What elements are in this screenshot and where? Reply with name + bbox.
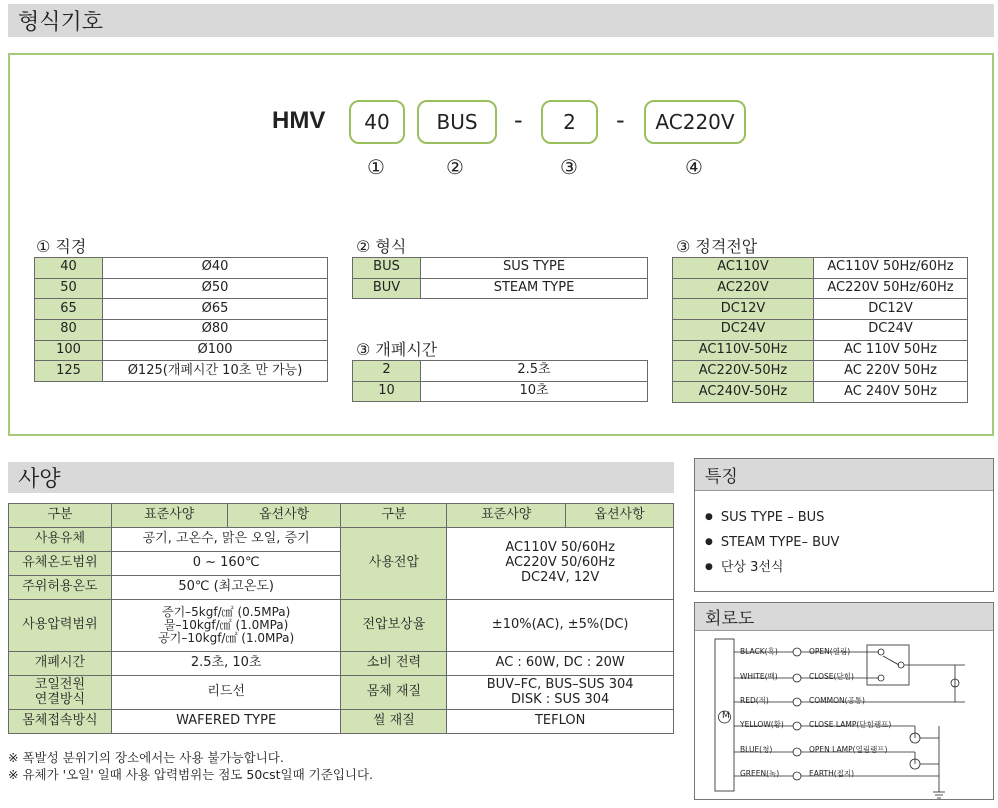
table-row <box>9 652 674 676</box>
voltage-code: DC24V <box>673 320 814 341</box>
terminal <box>793 722 801 730</box>
spec-label: 전압보상율 <box>341 600 447 652</box>
separator-dash: - <box>616 106 625 134</box>
spec-value <box>111 600 341 652</box>
separator-dash: - <box>514 106 523 134</box>
motor-label: M <box>722 711 730 721</box>
signal-label: EARTH(접지) <box>809 769 855 778</box>
table-row <box>35 258 328 279</box>
voltage-code: AC220V-50Hz <box>673 361 814 382</box>
model-code-section-title <box>8 4 994 37</box>
wire-label: BLACK(흑) <box>740 647 778 656</box>
spec-value: 50℃ (최고온도) <box>111 576 341 600</box>
type-table <box>352 257 648 299</box>
spec-label: 소비 전력 <box>341 652 447 676</box>
signal-label: CLOSE LAMP(닫힘램프) <box>809 720 892 729</box>
spec-label: 사용유체 <box>9 528 112 552</box>
type-code: BUS <box>353 258 421 279</box>
terminal <box>793 748 801 756</box>
spec-value-line: 물–10kgf/㎠ (1.0MPa) <box>163 617 289 632</box>
diameter-code: 40 <box>35 258 103 279</box>
voltage-code: DC12V <box>673 299 814 320</box>
type-value: STEAM TYPE <box>421 278 648 299</box>
table-row <box>673 382 968 403</box>
table-row <box>673 361 968 382</box>
spec-value-line: BUV–FC, BUS–SUS 304 <box>486 676 634 692</box>
spec-value: TEFLON <box>447 710 674 734</box>
type-title: ② 형식 <box>356 237 407 256</box>
table-row <box>35 340 328 361</box>
list-item: ● STEAM TYPE– BUV <box>705 530 993 555</box>
circuit-title: 회로도 <box>695 603 993 631</box>
spec-label: 사용전압 <box>341 528 447 600</box>
voltage-title: ③ 정격전압 <box>676 237 758 256</box>
spec-table <box>8 503 674 734</box>
table-row <box>673 340 968 361</box>
section-title-text: 형식기호 <box>18 10 104 35</box>
wire-label: BLUE(청) <box>740 745 773 754</box>
marker-4: ④ <box>685 155 703 179</box>
type-code: BUV <box>353 278 421 299</box>
features-list <box>695 505 993 580</box>
spec-value-line: DC24V, 12V <box>521 569 600 585</box>
table-row <box>35 278 328 299</box>
spec-value: WAFERED TYPE <box>111 710 341 734</box>
table-row <box>673 278 968 299</box>
spec-value: AC : 60W, DC : 20W <box>447 652 674 676</box>
spec-value: 2.5초, 10초 <box>111 652 341 676</box>
voltage-code: AC220V <box>673 278 814 299</box>
voltage-code: AC110V-50Hz <box>673 340 814 361</box>
column-header: 표준사양 <box>447 504 566 528</box>
spec-value: 공기, 고온수, 맑은 오일, 증기 <box>111 528 341 552</box>
table-row <box>673 299 968 320</box>
spec-value: 리드선 <box>111 676 341 710</box>
code-box-diameter: 40 <box>349 100 405 144</box>
signal-label: COMMON(공통) <box>809 696 865 705</box>
table-row <box>9 676 674 710</box>
circuit-panel <box>694 602 994 800</box>
diameter-code: 125 <box>35 361 103 382</box>
signal-label: OPEN(열림) <box>809 647 851 656</box>
table-row <box>353 361 648 382</box>
spec-label: 몸체 재질 <box>341 676 447 710</box>
wire-label: GREEN(녹) <box>740 769 780 778</box>
spec-label: 사용압력범위 <box>9 600 112 652</box>
column-header: 구분 <box>341 504 447 528</box>
note-oil: ※ 유체가 '오일' 일때 사용 압력범위는 점도 50cst일때 기준입니다. <box>8 767 374 782</box>
diameter-code: 65 <box>35 299 103 320</box>
note-explosive: ※ 폭발성 분위기의 장소에서는 사용 불가능합니다. <box>8 750 284 765</box>
open-time-value: 2.5초 <box>421 361 648 382</box>
diameter-value: Ø100 <box>103 340 328 361</box>
spec-label: 유체온도범위 <box>9 552 112 576</box>
diameter-value: Ø65 <box>103 299 328 320</box>
column-header: 구분 <box>9 504 112 528</box>
table-row <box>35 361 328 382</box>
spec-value-line: AC110V 50/60Hz <box>505 540 615 556</box>
wire-label: WHITE(백) <box>740 672 778 681</box>
table-row <box>9 528 674 552</box>
wire-label: RED(적) <box>740 696 769 705</box>
table-row <box>673 320 968 341</box>
marker-3: ③ <box>560 155 578 179</box>
table-row <box>353 278 648 299</box>
column-header: 옵션사항 <box>566 504 674 528</box>
switch-box <box>867 645 909 685</box>
table-header-row <box>9 504 674 528</box>
spec-value-line: AC220V 50/60Hz <box>505 555 615 571</box>
signal-label: CLOSE(닫힘) <box>809 672 854 681</box>
diameter-value: Ø80 <box>103 320 328 341</box>
open-time-code: 2 <box>353 361 421 382</box>
table-row <box>35 299 328 320</box>
table-row <box>353 258 648 279</box>
open-time-value: 10초 <box>421 381 648 402</box>
open-time-code: 10 <box>353 381 421 402</box>
table-row <box>9 710 674 734</box>
code-box-type: BUS <box>417 100 497 144</box>
diameter-value: Ø40 <box>103 258 328 279</box>
signal-label: OPEN LAMP(열림램프) <box>809 745 888 754</box>
features-title: 특징 <box>695 459 993 491</box>
diameter-code: 80 <box>35 320 103 341</box>
diameter-code: 50 <box>35 278 103 299</box>
spec-label <box>9 676 112 710</box>
diameter-value: Ø50 <box>103 278 328 299</box>
section-title-text: 사양 <box>18 467 61 492</box>
code-box-voltage: AC220V <box>644 100 746 144</box>
spec-label: 개폐시간 <box>9 652 112 676</box>
diameter-value: Ø125(개폐시간 10초 만 가능) <box>103 361 328 382</box>
table-row <box>35 320 328 341</box>
terminal <box>793 772 801 780</box>
table-row <box>673 258 968 279</box>
voltage-value: AC 220V 50Hz <box>814 361 968 382</box>
spec-value <box>447 676 674 710</box>
terminal <box>793 648 801 656</box>
voltage-code: AC240V-50Hz <box>673 382 814 403</box>
code-box-open-time: 2 <box>541 100 598 144</box>
spec-label: 주위허용온도 <box>9 576 112 600</box>
model-prefix: HMV <box>272 107 326 134</box>
voltage-code: AC110V <box>673 258 814 279</box>
voltage-value: DC24V <box>814 320 968 341</box>
table-row <box>9 600 674 652</box>
terminal <box>793 674 801 682</box>
wire-label: YELLOW(황) <box>740 720 784 729</box>
spec-value: ±10%(AC), ±5%(DC) <box>447 600 674 652</box>
spec-value-line: 공기–10kgf/㎠ (1.0MPa) <box>158 631 295 646</box>
spec-label-line: 코일전원 <box>34 676 86 692</box>
diameter-table <box>34 257 328 382</box>
spec-value: 0 ~ 160℃ <box>111 552 341 576</box>
terminal <box>793 698 801 706</box>
column-header: 옵션사항 <box>227 504 341 528</box>
spec-label-line: 연결방식 <box>34 691 86 707</box>
type-value: SUS TYPE <box>421 258 648 279</box>
list-item: ● 단상 3선식 <box>705 555 993 580</box>
marker-2: ② <box>446 155 464 179</box>
spec-value-line: DISK : SUS 304 <box>511 691 610 707</box>
spec-value <box>447 528 674 600</box>
spec-section-title <box>8 462 674 493</box>
features-panel <box>694 458 994 592</box>
diameter-code: 100 <box>35 340 103 361</box>
marker-1: ① <box>367 155 385 179</box>
list-item: ● SUS TYPE – BUS <box>705 505 993 530</box>
voltage-value: AC 110V 50Hz <box>814 340 968 361</box>
diameter-title: ① 직경 <box>36 237 87 256</box>
spec-label: 몸체접속방식 <box>9 710 112 734</box>
spec-value-line: 증기–5kgf/㎠ (0.5MPa) <box>161 604 291 619</box>
voltage-value: AC 240V 50Hz <box>814 382 968 403</box>
voltage-table <box>672 257 968 403</box>
voltage-value: AC220V 50Hz/60Hz <box>814 278 968 299</box>
spec-label: 씰 재질 <box>341 710 447 734</box>
voltage-value: AC110V 50Hz/60Hz <box>814 258 968 279</box>
open-time-table <box>352 360 648 402</box>
open-time-title: ③ 개폐시간 <box>356 340 438 359</box>
voltage-value: DC12V <box>814 299 968 320</box>
table-row <box>353 381 648 402</box>
column-header: 표준사양 <box>111 504 227 528</box>
